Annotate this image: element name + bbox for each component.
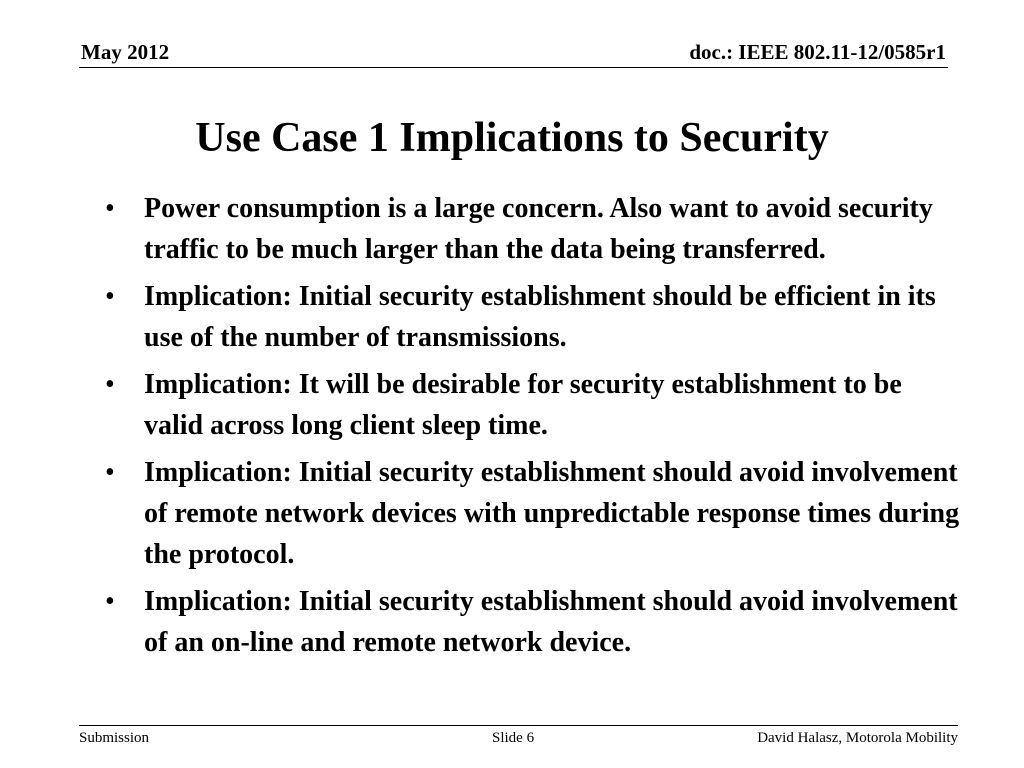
bullet-item — [100, 276, 960, 358]
footer-submission-label: Submission — [79, 730, 150, 746]
bullet-text: Implication: It will be desirable for security establishment to be valid across long client sleep time. — [144, 369, 902, 441]
bullet-marker: • — [105, 281, 115, 312]
header-date: May 2012 — [81, 40, 170, 64]
bullet-list — [100, 188, 960, 669]
footer-divider — [79, 725, 958, 726]
bullet-text: Power consumption is a large concern. Also want to avoid security traffic to be much larger than the data being transferred. — [144, 193, 933, 265]
bullet-text: Implication: Initial security establishment should avoid involvement of remote network devices with unpredictable response times during the protocol. — [144, 457, 960, 570]
bullet-text: Implication: Initial security establishment should avoid involvement of an on-line and remote network device. — [144, 586, 958, 658]
bullet-marker: • — [105, 193, 115, 224]
bullet-marker: • — [105, 586, 115, 617]
bullet-marker: • — [105, 369, 115, 400]
bullet-text: Implication: Initial security establishment should be efficient in its use of the number of transmissions. — [144, 281, 936, 353]
bullet-item — [100, 188, 960, 270]
header-document-id: doc.: IEEE 802.11-12/0585r1 — [689, 40, 946, 64]
header-divider — [79, 67, 948, 68]
footer-author: David Halasz, Motorola Mobility — [757, 730, 958, 746]
footer-slide-number: Slide 6 — [492, 730, 535, 746]
bullet-item — [100, 452, 960, 575]
bullet-item — [100, 581, 960, 663]
bullet-marker: • — [105, 457, 115, 488]
bullet-item — [100, 364, 960, 446]
slide-title: Use Case 1 Implications to Security — [195, 115, 829, 161]
